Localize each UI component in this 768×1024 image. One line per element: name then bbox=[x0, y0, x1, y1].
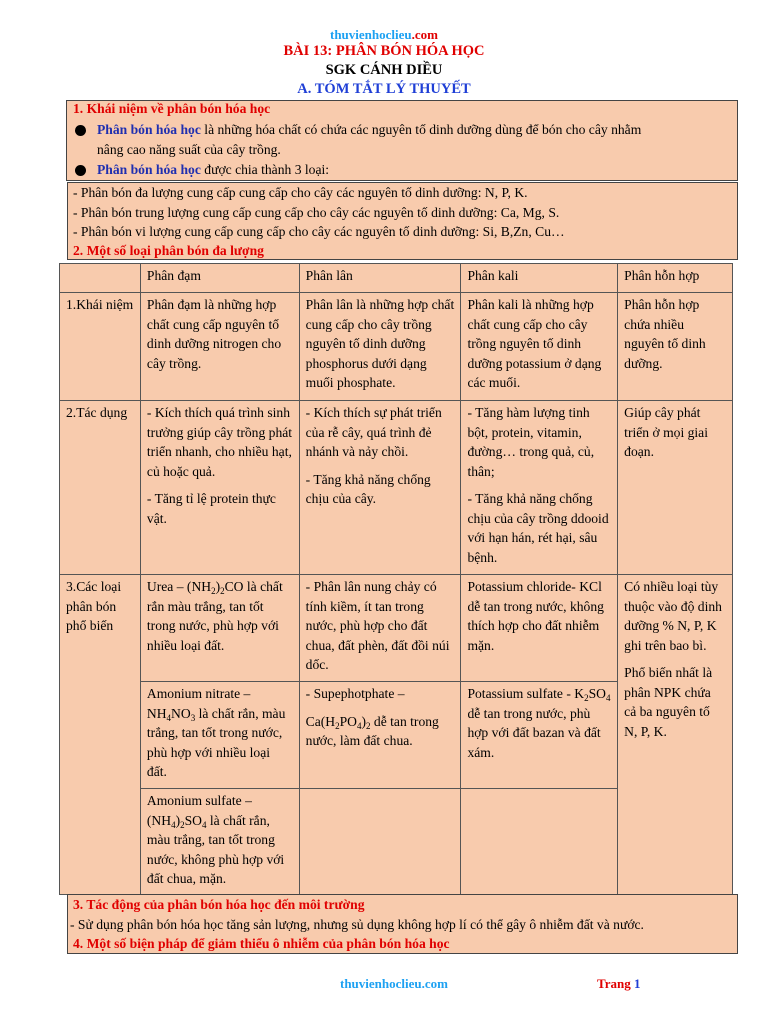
table-cell: Phân đạm là những hợp chất cung cấp nguyên tố dinh dưỡng nitrogen cho cây trồng. bbox=[140, 293, 299, 401]
type-macro: - Phân bón đa lượng cung cấp cung cấp cho cây các nguyên tố dinh dưỡng: N, P, K. bbox=[73, 185, 528, 200]
table-cell: Giúp cây phát triển ở mọi giai đoạn. bbox=[618, 401, 733, 575]
table-cell: Amonium nitrate – $NH_4NO_3$ là chất rắn, màu trắng, tan tốt trong nước, phù hợp với nhiều loại đất. bbox=[140, 682, 299, 789]
cell-paragraph: $Ca(H_2PO_4)_2$ dễ tan trong nước, làm đất chua. bbox=[305, 713, 439, 748]
table-cell-empty bbox=[299, 789, 461, 895]
table-cell bbox=[618, 575, 733, 895]
table-cell: - Phân lân nung chảy có tính kiềm, ít tan trong nước, phù hợp cho đất chua, đất phèn, đất đồi núi dốc. bbox=[299, 575, 461, 682]
cell-paragraph: Có nhiều loại tùy thuộc vào độ dinh dưỡng % N, P, K ghi trên bao bì. bbox=[624, 579, 722, 653]
cell-paragraph: - Kích thích quá trình sinh trưởng giúp cây trồng phát triển nhanh, cho nhiều hạt, củ hoặc quả. bbox=[146, 405, 293, 479]
table-cell: Amonium sulfate – $(NH_4)_2SO_4$ là chất rắn, màu trắng, tan tốt trong nước, không phù hợp với đất chua, mặn. bbox=[140, 789, 299, 895]
table-cell: Phân hỗn hợp chứa nhiều nguyên tố dinh dưỡng. bbox=[618, 293, 733, 401]
section1-heading: 1. Khái niệm về phân bón hóa học bbox=[73, 101, 271, 116]
table-cell bbox=[299, 401, 461, 575]
section3-text: - Sử dụng phân bón hóa học tăng sản lượng, nhưng sủ dụng không hợp lí có thể gây ô nhiễm đất và nước. bbox=[70, 917, 644, 932]
footer-site: thuvienhoclieu.com bbox=[340, 976, 448, 991]
bullet-icon bbox=[75, 165, 86, 176]
section3-heading: 3. Tác động của phân bón hóa học đến môi trường bbox=[73, 897, 365, 912]
table-cell bbox=[140, 401, 299, 575]
header-cell-phan-hon-hop: Phân hỗn hợp bbox=[618, 264, 733, 293]
header-cell-phan-dam: Phân đạm bbox=[140, 264, 299, 293]
bullet-classification: Phân bón hóa học được chia thành 3 loại: bbox=[97, 162, 330, 177]
table-cell-empty bbox=[461, 789, 618, 895]
page-number: Trang 1 bbox=[597, 976, 641, 991]
table-header-row bbox=[60, 264, 733, 293]
cell-paragraph: - Tăng khả năng chống chịu của cây. bbox=[305, 471, 431, 506]
bullet-definition-cont: nâng cao năng suất của cây trồng. bbox=[97, 142, 281, 157]
section4-heading: 4. Một số biện pháp để giảm thiểu ô nhiễm của phân bón hóa học bbox=[73, 936, 450, 951]
table-row bbox=[60, 401, 733, 575]
header-cell-phan-kali: Phân kali bbox=[461, 264, 618, 293]
bullet-icon bbox=[75, 125, 86, 136]
section-a-heading: A. TÓM TẮT LÝ THUYẾT bbox=[297, 81, 471, 97]
table-cell: Phân lân là những hợp chất cung cấp cho cây trồng nguyên tố dinh dưỡng phosphorus dưới dạng muối phosphate. bbox=[299, 293, 461, 401]
cell-paragraph: - Tăng tỉ lệ protein thực vật. bbox=[146, 491, 276, 526]
cell-paragraph: Phổ biến nhất là phân NPK chứa cả ba nguyên tố N, P, K. bbox=[624, 665, 713, 739]
cell-paragraph: - Tăng khả năng chống chịu của cây trồng ddooid với hạn hán, rét hại, sâu bệnh. bbox=[467, 491, 609, 565]
table-cell: Phân kali là những hợp chất cung cấp cho cây trồng nguyên tố dinh dưỡng potassium ở dạng các muối. bbox=[461, 293, 618, 401]
fertilizer-table bbox=[59, 263, 733, 895]
table-cell bbox=[299, 682, 461, 789]
lesson-title: BÀI 13: PHÂN BÓN HÓA HỌC bbox=[283, 43, 485, 59]
site-name: thuvienhoclieu bbox=[330, 27, 412, 42]
row-label: 2.Tác dụng bbox=[60, 401, 141, 575]
type-micro: - Phân bón vi lượng cung cấp cung cấp cho cây các nguyên tố dinh dưỡng: Si, B,Zn, Cu… bbox=[73, 224, 565, 239]
table-row bbox=[60, 575, 733, 682]
row-label: 1.Khái niệm bbox=[60, 293, 141, 401]
table-cell: Potassium sulfate - $K_2SO_4$ dễ tan trong nước, phù hợp với đất bazan và đất xám. bbox=[461, 682, 618, 789]
table-row bbox=[60, 293, 733, 401]
header-cell-phan-lan: Phân lân bbox=[299, 264, 461, 293]
row-label: 3.Các loại phân bón phổ biến bbox=[60, 575, 141, 895]
header-cell-empty bbox=[60, 264, 141, 293]
bullet-definition: Phân bón hóa học là những hóa chất có chứa các nguyên tố dinh dưỡng dùng để bón cho cây nhằm bbox=[97, 122, 642, 137]
cell-paragraph: - Kích thích sự phát triển của rễ cây, quá trình đẻ nhánh và nảy chồi. bbox=[305, 405, 442, 459]
table-cell: Potassium chloride- KCl dễ tan trong nước, không thích hợp cho đất nhiễm mặn. bbox=[461, 575, 618, 682]
type-secondary: - Phân bón trung lượng cung cấp cung cấp cho cây các nguyên tố dinh dưỡng: Ca, Mg, S. bbox=[73, 205, 560, 220]
table-cell bbox=[461, 401, 618, 575]
table-cell: Urea – $(NH_2)_2CO$ là chất rắn màu trắng, tan tốt trong nước, phù hợp với nhiều loại đất. bbox=[140, 575, 299, 682]
site-domain: .com bbox=[411, 27, 438, 42]
book-title: SGK CÁNH DIỀU bbox=[325, 62, 443, 78]
site-header bbox=[0, 27, 768, 43]
cell-paragraph: - Supephotphate – bbox=[305, 686, 405, 701]
section2-heading: 2. Một số loại phân bón đa lượng bbox=[73, 243, 264, 258]
cell-paragraph: - Tăng hàm lượng tinh bột, protein, vitamin, đường… trong quả, củ, thân; bbox=[467, 405, 595, 479]
